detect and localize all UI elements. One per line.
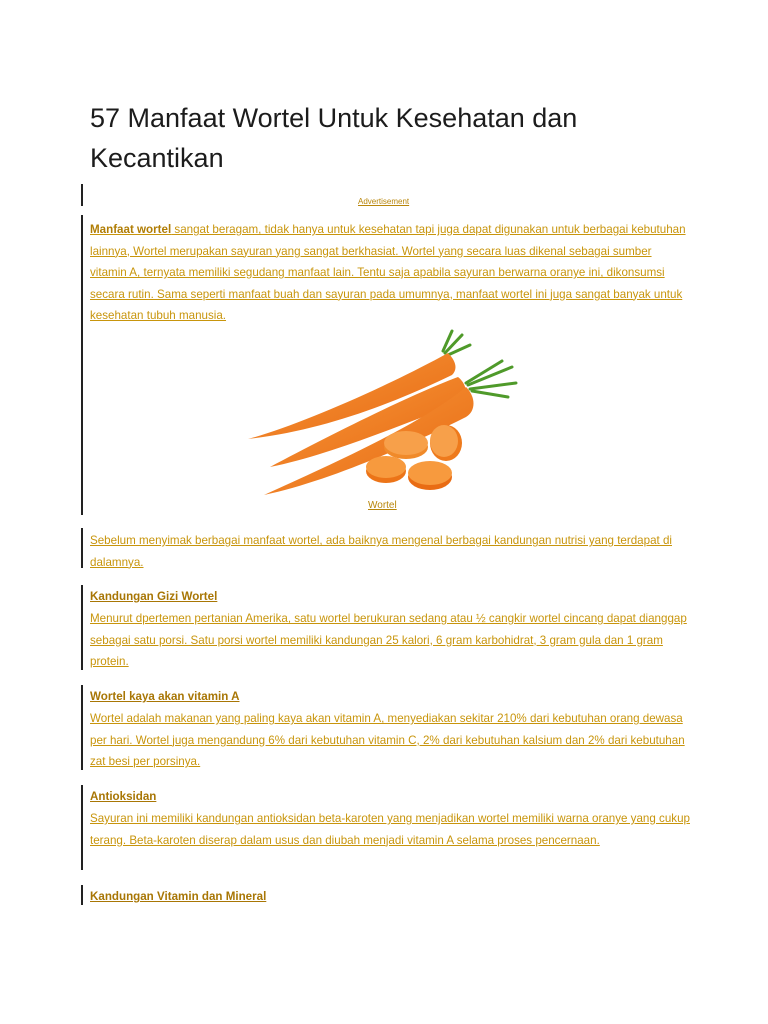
- section-heading[interactable]: Antioksidan: [90, 790, 157, 803]
- intro-paragraph: [90, 219, 690, 327]
- intro-bold-link[interactable]: Manfaat wortel: [90, 223, 172, 236]
- pre-sections-paragraph: Sebelum menyimak berbagai manfaat wortel, ada baiknya mengenal berbagai kandungan nutrisi yang terdapat di dalamnya.: [90, 534, 672, 569]
- image-caption[interactable]: Wortel: [368, 500, 397, 511]
- section-body: Wortel adalah makanan yang paling kaya akan vitamin A, menyediakan sekitar 210% dari kebutuhan orang dewasa per hari. Wortel juga mengandung 6% dari kebutuhan vitamin C, 2% dari kebutuhan kalsium dan 2% dari kebutuhan zat besi per porsinya.: [90, 712, 685, 768]
- section-heading[interactable]: Kandungan Gizi Wortel: [90, 590, 218, 603]
- quote-bar: [81, 885, 83, 905]
- carrot-image: [240, 325, 530, 505]
- quote-bar: [81, 785, 83, 870]
- intro-text: sangat beragam, tidak hanya untuk kesehatan tapi juga dapat digunakan untuk berbagai kebutuhan lainnya, Wortel merupakan sayuran yang sangat berkhasiat. Wortel yang secara luas dikenal sebagai sumber vitamin A, ternyata memiliki segudang manfaat lain. Tentu saja apabila sayuran berwarna oranye ini, dikonsumsi secara rutin. Sama seperti manfaat buah dan sayuran pada umumnya, manfaat wortel ini juga sangat banyak untuk kesehatan tubuh manusia.: [90, 223, 686, 322]
- article-title: 57 Manfaat Wortel Untuk Kesehatan dan Kecantikan: [90, 103, 578, 173]
- section-heading[interactable]: Kandungan Vitamin dan Mineral: [90, 890, 267, 903]
- quote-bar: [81, 685, 83, 770]
- quote-bar: [81, 215, 83, 515]
- section-body: Menurut dpertemen pertanian Amerika, satu wortel berukuran sedang atau ½ cangkir wortel cincang dapat dianggap sebagai satu porsi. Satu porsi wortel memiliki kandungan 25 kalori, 6 gram karbohidrat, 3 gram gula dan 1 gram protein.: [90, 612, 687, 668]
- advertisement-link[interactable]: Advertisement: [358, 197, 410, 206]
- section-body: Sayuran ini memiliki kandungan antioksidan beta-karoten yang menjadikan wortel memiliki warna oranye yang cukup terang. Beta-karoten diserap dalam usus dan diubah menjadi vitamin A selama proses pencernaan.: [90, 812, 690, 847]
- quote-bar: [81, 585, 83, 670]
- section-heading[interactable]: Wortel kaya akan vitamin A: [90, 690, 240, 703]
- quote-bar: [81, 184, 83, 206]
- quote-bar: [81, 528, 83, 568]
